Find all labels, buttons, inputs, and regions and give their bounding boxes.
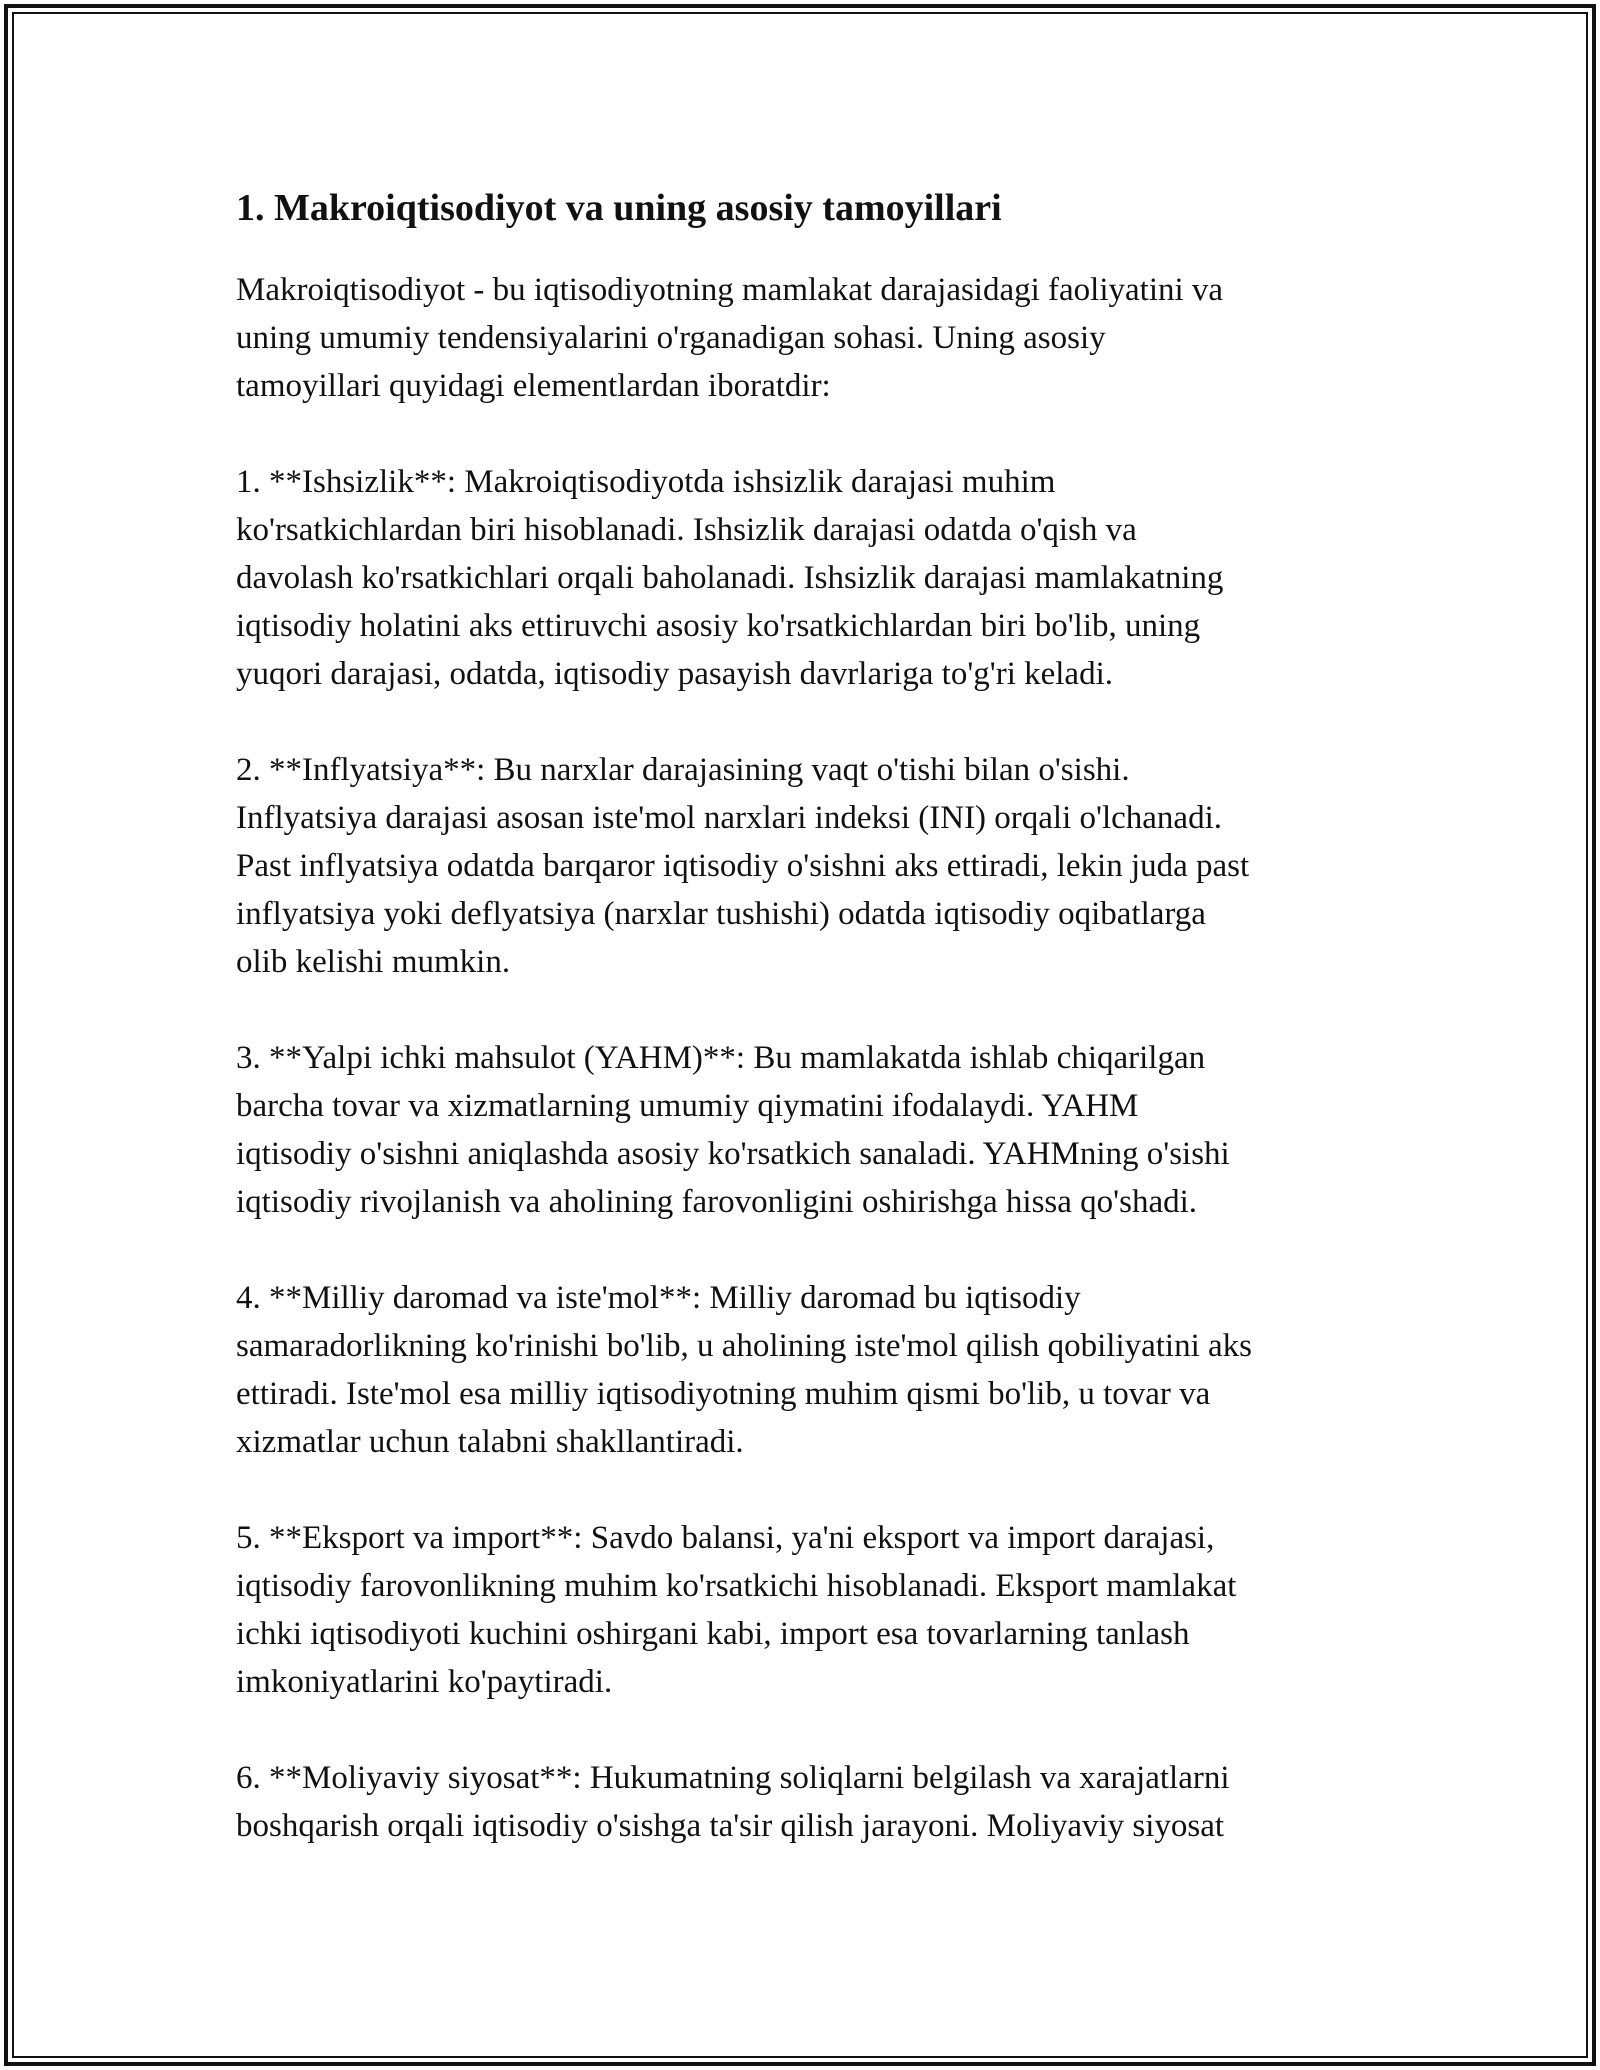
paragraph-yahm: 3. **Yalpi ichki mahsulot (YAHM)**: Bu mamlakatda ishlab chiqarilgan barcha tovar va xizmatlarning umumiy qiymatini ifodalaydi. YAHM iqtisodiy o'sishni aniqlashda asosiy ko'rsatkich sanaladi. YAHMning o'sishi iqtisodiy rivojlanish va aholining farovonligini oshirishga hissa qo'shadi. xyxy=(236,1039,1230,1220)
document-body xyxy=(236,186,1386,1898)
paragraph-moliyaviy-siyosat: 6. **Moliyaviy siyosat**: Hukumatning soliqlarni belgilash va xarajatlarni boshqarish orqali iqtisodiy o'sishga ta'sir qilish jarayoni. Moliyaviy siyosat xyxy=(236,1759,1230,1844)
paragraph-inflyatsiya: 2. **Inflyatsiya**: Bu narxlar darajasining vaqt o'tishi bilan o'sishi. Inflyatsiya darajasi asosan iste'mol narxlari indeksi (INI) orqali o'lchanadi. Past inflyatsiya odatda barqaror iqtisodiy o'sishni aks ettiradi, lekin juda past inflyatsiya yoki deflyatsiya (narxlar tushishi) odatda iqtisodiy oqibatlarga olib kelishi mumkin. xyxy=(236,751,1250,980)
paragraph-milliy-daromad: 4. **Milliy daromad va iste'mol**: Milliy daromad bu iqtisodiy samaradorlikning ko'rinishi bo'lib, u aholining iste'mol qilish qobiliyatini aks ettiradi. Iste'mol esa milliy iqtisodiyotning muhim qismi bo'lib, u tovar va xizmatlar uchun talabni shakllantiradi. xyxy=(236,1279,1253,1460)
document-title: 1. Makroiqtisodiyot va uning asosiy tamoyillari xyxy=(236,187,1002,229)
paragraph-eksport-import: 5. **Eksport va import**: Savdo balansi, ya'ni eksport va import darajasi, iqtisodiy farovonlikning muhim ko'rsatkichi hisoblanadi. Eksport mamlakat ichki iqtisodiyoti kuchini oshirgani kabi, import esa tovarlarning tanlash imkoniyatlarini ko'paytiradi. xyxy=(236,1519,1237,1700)
intro-paragraph: Makroiqtisodiyot - bu iqtisodiyotning mamlakat darajasidagi faoliyatini va uning umumiy tendensiyalarini o'rganadigan sohasi. Uning asosiy tamoyillari quyidagi elementlardan iboratdir: xyxy=(236,271,1224,404)
paragraph-ishsizlik: 1. **Ishsizlik**: Makroiqtisodiyotda ishsizlik darajasi muhim ko'rsatkichlardan biri hisoblanadi. Ishsizlik darajasi odatda o'qish va davolash ko'rsatkichlari orqali baholanadi. Ishsizlik darajasi mamlakatning iqtisodiy holatini aks ettiruvchi asosiy ko'rsatkichlardan biri bo'lib, uning yuqori darajasi, odatda, iqtisodiy pasayish davrlariga to'g'ri keladi. xyxy=(236,463,1224,692)
